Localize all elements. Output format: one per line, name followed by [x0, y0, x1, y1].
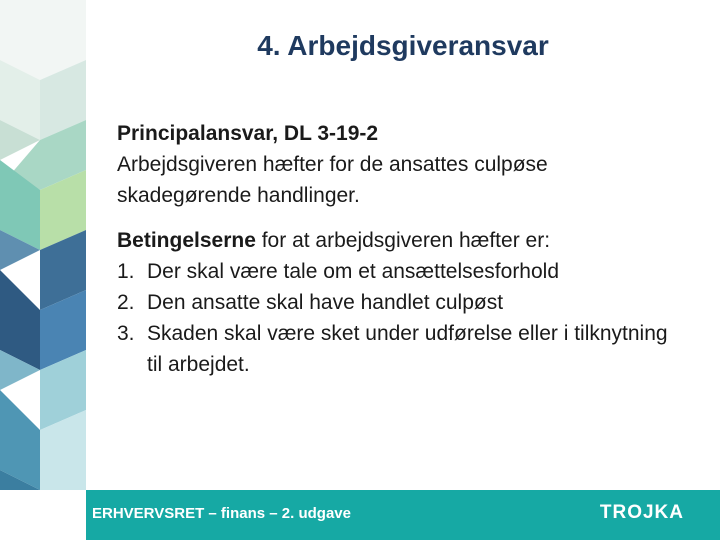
slide-title: 4. Arbejdsgiveransvar: [257, 30, 549, 61]
footer-bar: [86, 490, 720, 540]
conditions-paragraph: [117, 225, 677, 380]
conditions-heading: Betingelserne: [117, 229, 256, 252]
list-item-number: 1.: [117, 260, 135, 283]
conditions-intro-text: for at arbejdsgiveren hæfter er:: [255, 229, 551, 252]
list-item-text: Der skal være tale om et ansættelsesforhold: [147, 260, 560, 283]
conditions-list: [117, 256, 677, 380]
footer-text: ERHVERVSRET – finans – 2. udgave: [92, 505, 351, 522]
list-item-text: Skaden skal være sket under udførelse eller i tilknytning til arbejdet.: [147, 322, 668, 376]
paragraph-heading: Principalansvar, DL 3-19-2: [117, 122, 379, 145]
list-item: [117, 318, 677, 380]
conditions-intro: [117, 225, 677, 256]
paragraph-text: Arbejdsgiveren hæfter for de ansattes culpøse skadegørende handlinger.: [117, 153, 548, 207]
decorative-cube-pattern: [0, 0, 86, 490]
list-item: [117, 256, 677, 287]
slide-body: [117, 118, 677, 394]
publisher-logo: TROJKA: [599, 502, 684, 523]
list-item: [117, 287, 677, 318]
principal-liability-paragraph: [117, 118, 677, 211]
list-item-number: 2.: [117, 291, 135, 314]
list-item-text: Den ansatte skal have handlet culpøst: [147, 291, 504, 314]
list-item-number: 3.: [117, 322, 135, 345]
cube-pattern-graphic: [0, 0, 86, 490]
